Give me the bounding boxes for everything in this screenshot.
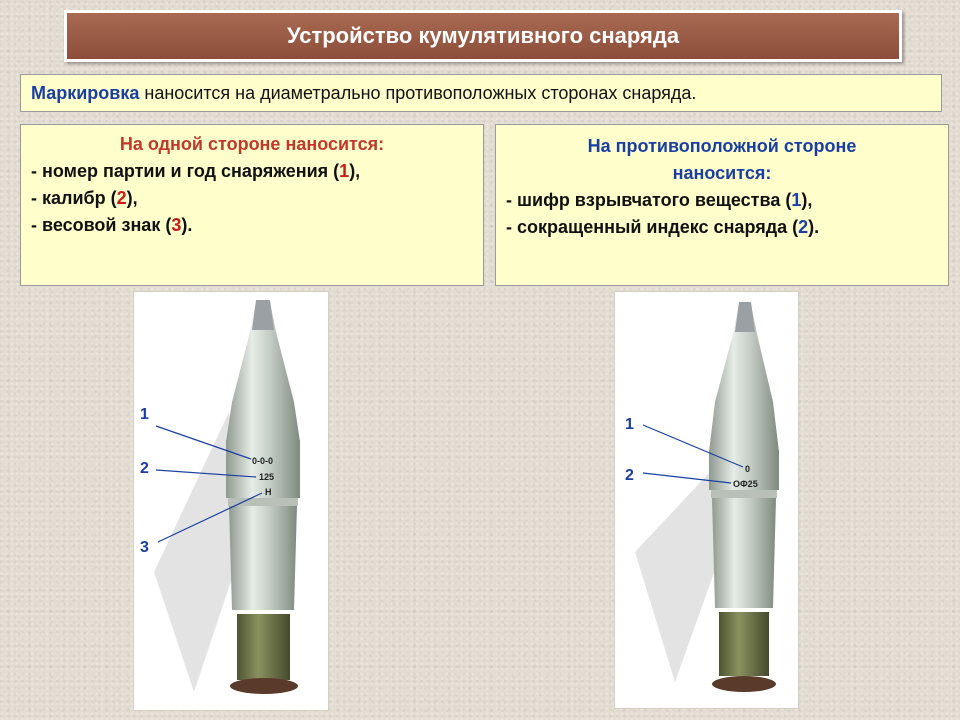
fuse-tip xyxy=(735,302,755,332)
tail-section xyxy=(237,614,290,680)
right-panel-heading-1: На противоположной стороне xyxy=(587,136,857,156)
fuse-tip xyxy=(252,300,274,330)
left-marking-panel xyxy=(20,124,484,286)
body-lower xyxy=(229,506,297,610)
intro-text: наносится на диаметрально противоположных сторонах снаряда. xyxy=(139,83,697,103)
intro-box xyxy=(20,74,942,112)
marking-explosive-code: 0 xyxy=(745,464,751,474)
left-projectile-figure xyxy=(133,291,329,711)
marking-index: ОФ25 xyxy=(733,479,758,489)
left-item-caliber: - калибр (2), xyxy=(31,188,138,208)
marking-caliber: 125 xyxy=(259,472,275,482)
body-lower xyxy=(712,498,776,608)
left-item-weight: - весовой знак (3). xyxy=(31,215,193,235)
body-upper xyxy=(226,440,300,498)
right-item-index: - сокращенный индекс снаряда (2). xyxy=(506,217,820,237)
label-1: 1 xyxy=(140,406,149,423)
right-projectile-figure xyxy=(614,291,799,709)
right-panel-heading-2: наносится: xyxy=(672,163,772,183)
band xyxy=(711,490,777,498)
shadow xyxy=(635,472,725,682)
label-2: 2 xyxy=(625,467,634,484)
tail-section xyxy=(719,612,769,676)
label-1: 1 xyxy=(625,416,634,433)
left-item-batch: - номер партии и год снаряжения (1), xyxy=(31,161,361,181)
right-projectile-illustration xyxy=(615,292,800,710)
right-item-explosive-code: - шифр взрывчатого вещества (1), xyxy=(506,190,813,210)
left-panel-heading: На одной стороне наносится: xyxy=(119,134,385,154)
base-ring xyxy=(712,676,776,692)
slide-title-bar xyxy=(64,10,902,62)
base-ring xyxy=(230,678,298,694)
band xyxy=(228,498,298,506)
marking-weight: Н xyxy=(265,487,272,497)
intro-keyword: Маркировка xyxy=(31,83,140,103)
marking-batch: 0-0-0 xyxy=(252,456,274,466)
label-3: 3 xyxy=(140,539,149,556)
left-projectile-illustration xyxy=(134,292,330,712)
label-2: 2 xyxy=(140,460,149,477)
slide-title: Устройство кумулятивного снаряда xyxy=(286,23,680,48)
right-marking-panel xyxy=(495,124,949,286)
